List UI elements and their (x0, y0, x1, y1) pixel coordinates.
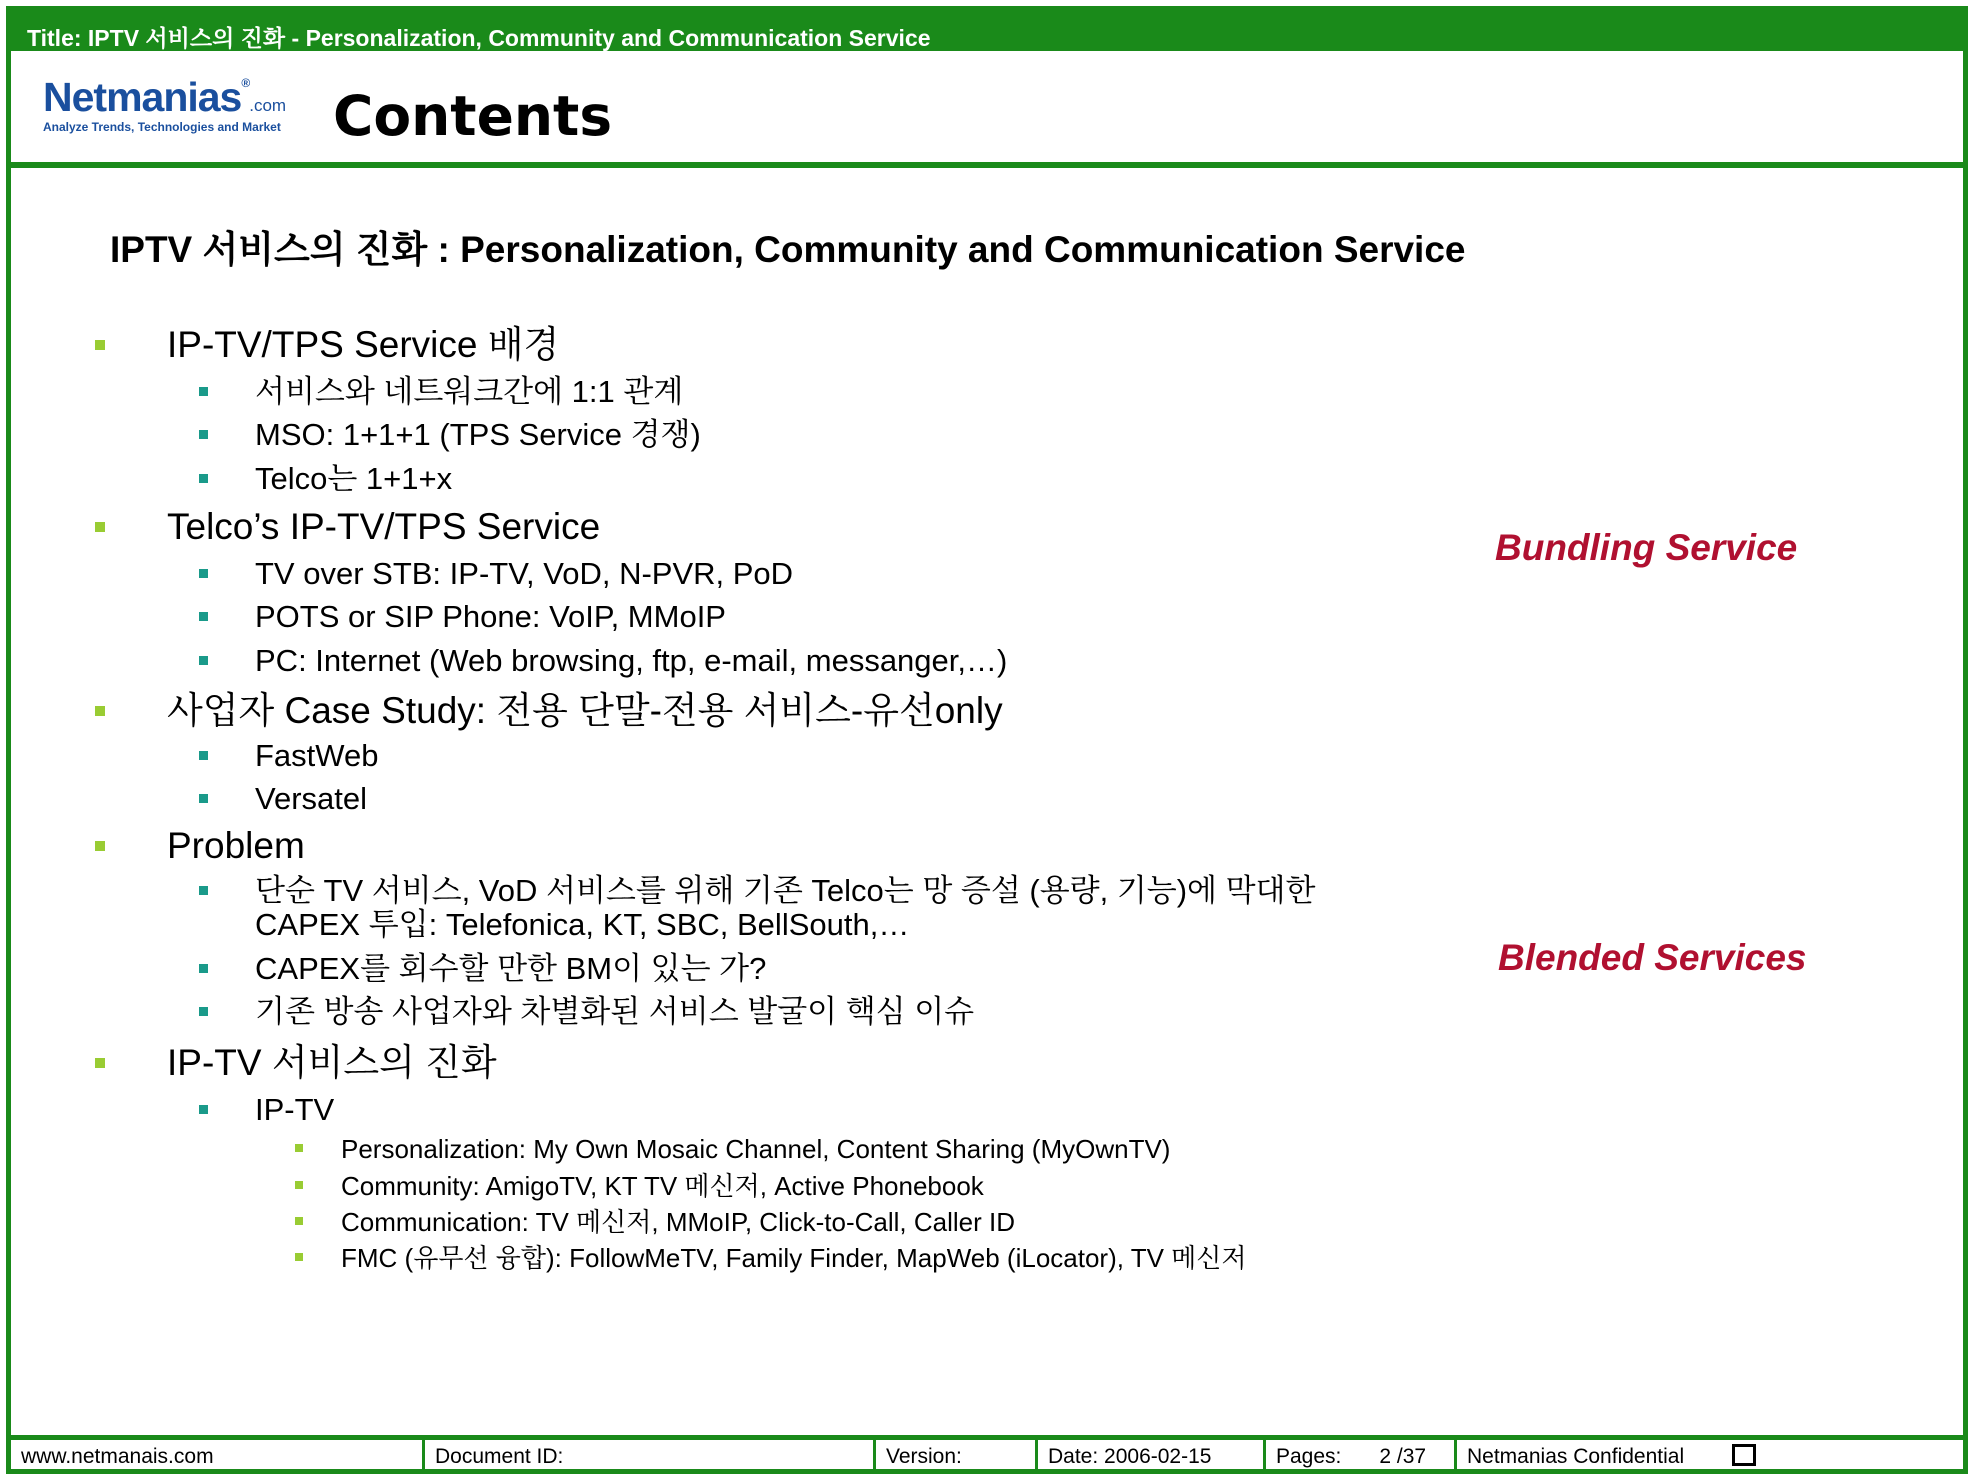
outline-item-text: PC: Internet (Web browsing, ftp, e-mail, messanger,…) (255, 643, 1008, 678)
bullet-square-icon (295, 1217, 303, 1225)
outline-item-text: Problem (167, 825, 305, 866)
callout-blended-services: Blended Services (1498, 937, 1807, 978)
outline-item-level-1 (167, 691, 1003, 732)
footer-pages (1266, 1440, 1457, 1469)
outline-item-level-2 (255, 782, 367, 816)
bullet-square-icon (199, 751, 208, 760)
bullet-square-icon (295, 1181, 303, 1189)
outline-item-level-1 (167, 325, 559, 366)
outline-item-level-2 (255, 995, 974, 1029)
outline-item-text: Telco는 1+1+x (255, 461, 453, 496)
outline-item-level-2 (255, 1093, 334, 1127)
checkbox-icon (1732, 1444, 1756, 1466)
callout-bundling-service: Bundling Service (1495, 527, 1798, 568)
outline-item-level-2 (255, 874, 1315, 942)
outline-item-text: Versatel (255, 781, 368, 816)
bullet-square-icon (95, 706, 105, 716)
bullet-square-icon (95, 1058, 105, 1068)
outline-item-text: IP-TV 서비스의 진화 (167, 1042, 497, 1083)
title-bar: Title: IPTV 서비스의 진화 - Personalization, Community and Communication Service (11, 11, 1963, 51)
footer (11, 1435, 1963, 1469)
outline-item-text: MSO: 1+1+1 (TPS Service 경쟁) (255, 417, 701, 452)
bullet-square-icon (199, 886, 208, 895)
footer-version: Version: (876, 1440, 1038, 1469)
outline-item-text: FMC (유무선 융합): FollowMeTV, Family Finder, MapWeb (iLocator), TV 메신저 (341, 1243, 1247, 1273)
footer-date: Date: 2006-02-15 (1038, 1440, 1266, 1469)
logo-tagline: Analyze Trends, Technologies and Market (43, 120, 281, 134)
logo-wordmark (43, 74, 287, 120)
bullet-square-icon (199, 612, 208, 621)
outline-item-level-1 (167, 826, 305, 867)
outline-item-text: 서비스와 네트워크간에 1:1 관계 (255, 374, 684, 409)
bullet-square-icon (199, 794, 208, 803)
bullet-square-icon (199, 569, 208, 578)
page-heading: Contents (333, 84, 613, 148)
outline-item-level-2 (255, 375, 683, 409)
outline-item-text: 단순 TV 서비스, VoD 서비스를 위해 기존 Telco는 망 증설 (용량, 기능)에 막대한 (255, 873, 1316, 908)
outline-item-level-2 (255, 418, 701, 452)
bullet-square-icon (295, 1144, 303, 1152)
outline-item-text: IP-TV (255, 1092, 335, 1127)
slide-title: IPTV 서비스의 진화 : Personalization, Community and Communication Service (110, 229, 1466, 270)
bullet-square-icon (199, 430, 208, 439)
outline-item-level-2 (255, 600, 726, 634)
logo-suffix: .com (249, 96, 287, 115)
bullet-square-icon (199, 964, 208, 973)
footer-website: www.netmanais.com (11, 1440, 425, 1469)
bullet-square-icon (199, 387, 208, 396)
outline-item-level-1 (167, 507, 600, 548)
header-divider (11, 162, 1963, 168)
outline-item-text: IP-TV/TPS Service 배경 (167, 324, 560, 365)
footer-confidential-label: Netmanias Confidential (1467, 1445, 1685, 1468)
outline-item-level-2 (255, 952, 766, 986)
registered-icon: ® (241, 76, 250, 90)
footer-pages-label: Pages: (1276, 1445, 1342, 1468)
bullet-square-icon (295, 1253, 303, 1261)
outline-item-level-3 (341, 1172, 984, 1201)
outline-item-text: Communication: TV 메신저, MMoIP, Click-to-Call, Caller ID (341, 1207, 1015, 1237)
outline-item-text: POTS or SIP Phone: VoIP, MMoIP (255, 599, 726, 634)
outline-item-text-continued: CAPEX 투입: Telefonica, KT, SBC, BellSouth,… (255, 907, 910, 943)
outline-item-level-3 (341, 1208, 1015, 1237)
outline-item-level-3 (341, 1244, 1247, 1273)
bullet-square-icon (95, 522, 105, 532)
bullet-square-icon (95, 841, 105, 851)
footer-document-id: Document ID: (425, 1440, 876, 1469)
footer-confidential (1457, 1440, 1963, 1469)
logo-name: Netmanias (43, 74, 242, 120)
bullet-square-icon (199, 1007, 208, 1016)
bullet-square-icon (95, 340, 105, 350)
bullet-square-icon (199, 1105, 208, 1114)
outline-item-text: Community: AmigoTV, KT TV 메신저, Active Phonebook (341, 1171, 984, 1201)
outline-item-text: CAPEX를 회수할 만한 BM이 있는 가? (255, 951, 767, 986)
outline-item-text: Personalization: My Own Mosaic Channel, Content Sharing (MyOwnTV) (341, 1134, 1171, 1164)
outline-item-text: FastWeb (255, 738, 379, 773)
outline-item-level-1 (167, 1043, 497, 1084)
outline-item-level-2 (255, 739, 378, 773)
footer-pages-value: 2 /37 (1379, 1445, 1427, 1468)
outline-item-level-2 (255, 557, 793, 591)
outline-item-text: 사업자 Case Study: 전용 단말-전용 서비스-유선only (167, 690, 1003, 731)
outline-item-text: TV over STB: IP-TV, VoD, N-PVR, PoD (255, 556, 794, 591)
bullet-square-icon (199, 474, 208, 483)
outline-item-level-2 (255, 462, 452, 496)
outline-item-level-2 (255, 644, 1007, 678)
netmanias-logo (43, 74, 287, 134)
slide-frame (6, 6, 1968, 1474)
outline-item-level-3 (341, 1135, 1170, 1164)
outline-item-text: Telco’s IP-TV/TPS Service (167, 506, 601, 547)
bullet-square-icon (199, 656, 208, 665)
outline-item-text: 기존 방송 사업자와 차별화된 서비스 발굴이 핵심 이슈 (255, 994, 975, 1029)
